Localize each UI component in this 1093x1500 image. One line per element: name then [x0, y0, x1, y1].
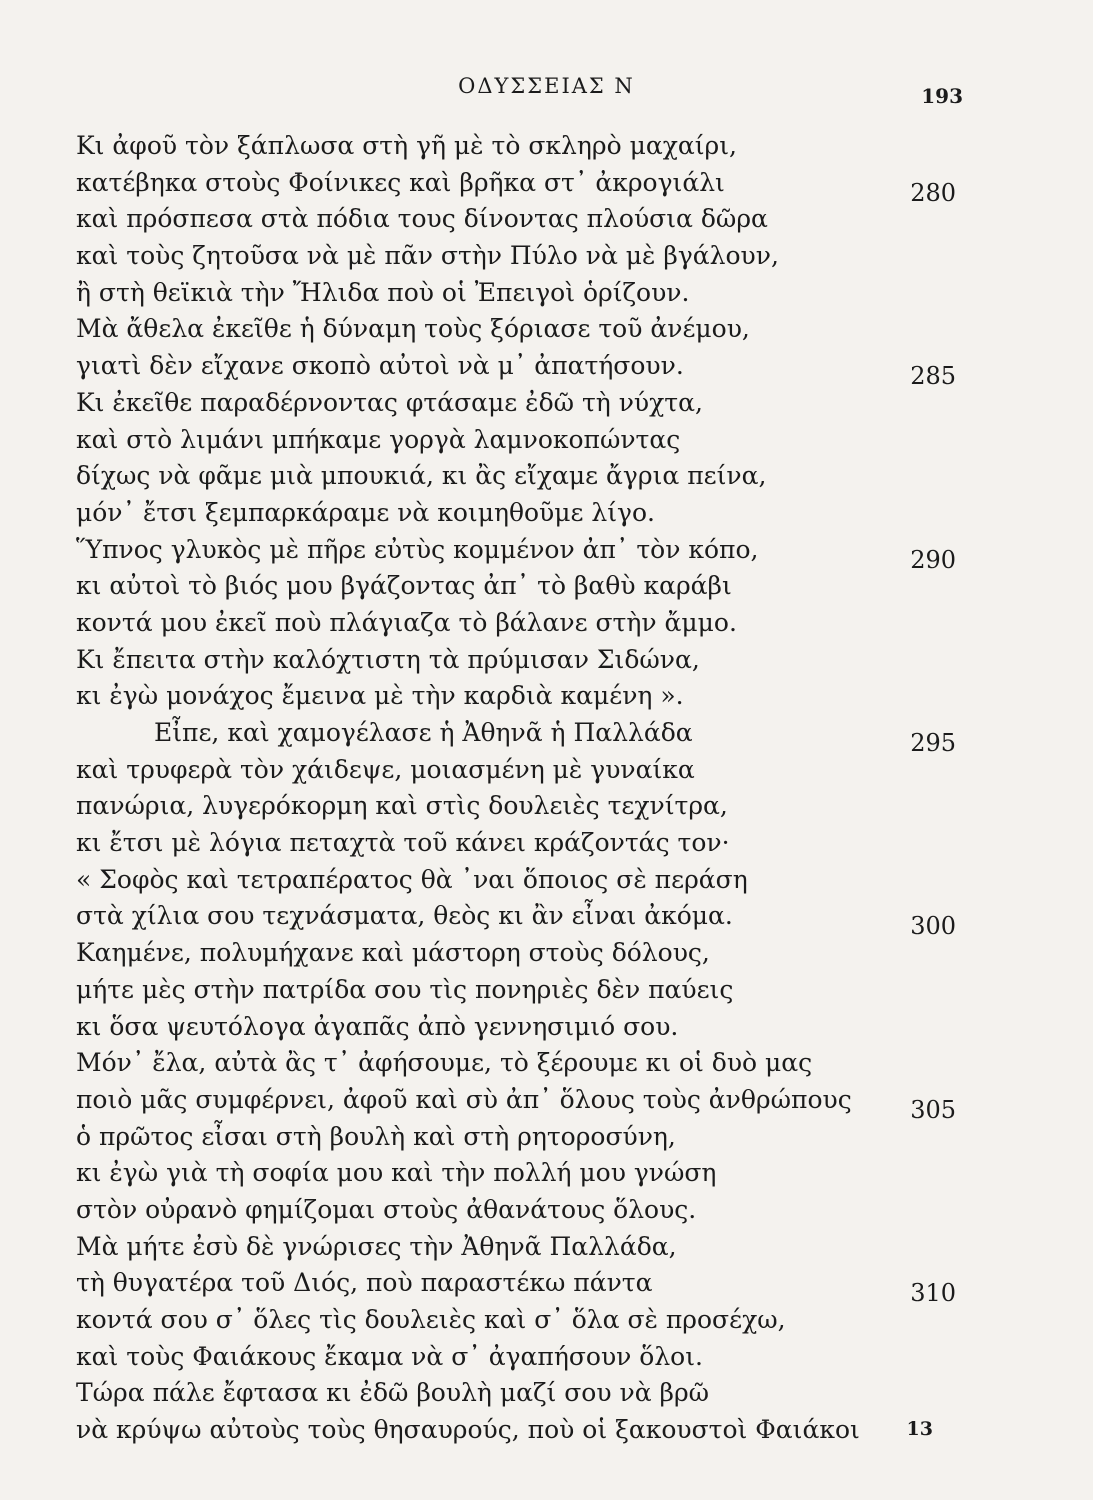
- verse-text: καὶ τοὺς Φαιάκους ἔκαμα νὰ σ᾿ ἀγαπήσουν ὅλοι.: [76, 1341, 703, 1371]
- line-number: 280: [910, 178, 956, 207]
- verse-text: κι ἐγὼ γιὰ τὴ σοφία μου καὶ τὴν πολλή μου γνώση: [76, 1158, 717, 1188]
- verse-text: Τώρα πάλε ἔφτασα κι ἐδῶ βουλὴ μαζί σου νὰ βρῶ: [76, 1378, 710, 1408]
- verse-text: μήτε μὲς στὴν πατρίδα σου τὶς πονηριὲς δὲν παύεις: [76, 974, 734, 1004]
- verse-line: [76, 862, 956, 899]
- line-number: 300: [910, 912, 956, 941]
- verse-line: [76, 495, 956, 532]
- verse-text: τὴ θυγατέρα τοῦ Διός, ποὺ παραστέκω πάντα: [76, 1268, 653, 1298]
- verse-text: κοντά σου σ᾿ ὅλες τὶς δουλειὲς καὶ σ᾿ ὅλα σὲ προσέχω,: [76, 1305, 786, 1334]
- line-number: 310: [910, 1279, 956, 1308]
- verse-text: Κι ἀφοῦ τὸν ξάπλωσα στὴ γῆ μὲ τὸ σκληρὸ μαχαίρι,: [76, 131, 737, 160]
- verse-text: ποιὸ μᾶς συμφέρνει, ἀφοῦ καὶ σὺ ἀπ᾿ ὅλους τοὺς ἀνθρώπους: [76, 1084, 852, 1114]
- verse-line: [76, 1155, 956, 1192]
- verse-text: « Σοφὸς καὶ τετραπέρατος θὰ ᾿ναι ὅποιος σὲ περάση: [76, 864, 748, 894]
- verse-text: ὁ πρῶτος εἶσαι στὴ βουλὴ καὶ στὴ ρητοροσύνη,: [76, 1121, 676, 1151]
- verse-text: νὰ κρύψω αὐτοὺς τοὺς θησαυρούς, ποὺ οἱ ξακουστοὶ Φαιάκοι: [76, 1415, 860, 1445]
- verse-line: [76, 678, 956, 715]
- verse-line: [76, 385, 956, 422]
- poem-text: [76, 128, 956, 1449]
- verse-line: [76, 1229, 956, 1266]
- verse-text: στὰ χίλια σου τεχνάσματα, θεὸς κι ἂν εἶναι ἀκόμα.: [76, 901, 733, 931]
- verse-line: [76, 1339, 956, 1376]
- verse-text: καὶ τρυφερὰ τὸν χάιδεψε, μοιασμένη μὲ γυναίκα: [76, 754, 695, 784]
- verse-line: [76, 1045, 956, 1082]
- verse-line: [76, 752, 956, 789]
- verse-line: [76, 972, 956, 1009]
- verse-line: [76, 1412, 956, 1449]
- verse-line: [76, 1265, 956, 1308]
- verse-line: [76, 458, 956, 495]
- line-number: 305: [910, 1095, 956, 1124]
- verse-line: [76, 422, 956, 459]
- verse-line: [76, 1192, 956, 1229]
- verse-line: [76, 935, 956, 972]
- running-head: ΟΔΥΣΣΕΙΑΣ Ν: [458, 74, 635, 98]
- verse-text: κατέβηκα στοὺς Φοίνικες καὶ βρῆκα στ᾿ ἀκρογιάλι: [76, 167, 725, 197]
- verse-text: καὶ πρόσπεσα στὰ πόδια τους δίνοντας πλούσια δῶρα: [76, 204, 768, 234]
- verse-text: στὸν οὐρανὸ φημίζομαι στοὺς ἀθανάτους ὅλους.: [76, 1194, 697, 1224]
- verse-text: Μὰ μήτε ἐσὺ δὲ γνώρισες τὴν Ἀθηνᾶ Παλλάδα,: [76, 1231, 677, 1261]
- verse-text: Κι ἔπειτα στὴν καλόχτιστη τὰ πρύμισαν Σιδώνα,: [76, 644, 700, 674]
- line-number: 295: [910, 729, 956, 757]
- verse-text: Εἶπε, καὶ χαμογέλασε ἡ Ἀθηνᾶ ἡ Παλλάδα: [154, 718, 693, 747]
- verse-text: δίχως νὰ φᾶμε μιὰ μπουκιά, κι ἂς εἴχαμε ἄγρια πείνα,: [76, 461, 767, 491]
- verse-line: [76, 1302, 956, 1339]
- line-number: 285: [910, 362, 956, 391]
- verse-text: Ὕπνος γλυκὸς μὲ πῆρε εὐτὺς κομμένον ἀπ᾿ τὸν κόπο,: [76, 534, 759, 564]
- printer-signature-mark: 13: [906, 1418, 933, 1440]
- verse-line: [76, 568, 956, 605]
- verse-text: Κι ἐκεῖθε παραδέρνοντας φτάσαμε ἐδῶ τὴ νύχτα,: [76, 387, 703, 417]
- verse-text: μόν᾿ ἔτσι ξεμπαρκάραμε νὰ κοιμηθοῦμε λίγο.: [76, 497, 655, 527]
- verse-line: [76, 1082, 956, 1124]
- verse-text: πανώρια, λυγερόκορμη καὶ στὶς δουλειὲς τεχνίτρα,: [76, 791, 728, 821]
- verse-line: [76, 311, 956, 348]
- verse-text: κι αὐτοὶ τὸ βιός μου βγάζοντας ἀπ᾿ τὸ βαθὺ καράβι: [76, 571, 732, 601]
- verse-text: ἢ στὴ θεϊκιὰ τὴν Ἤλιδα ποὺ οἱ Ἐπειγοὶ ὁρίζουν.: [76, 277, 690, 307]
- page-number: 193: [921, 84, 963, 108]
- verse-line: [76, 788, 956, 825]
- verse-text: κι ἐγὼ μονάχος ἔμεινα μὲ τὴν καρδιὰ καμένη ».: [76, 681, 684, 711]
- line-number: 290: [910, 545, 956, 574]
- verse-line: [76, 605, 956, 642]
- verse-line: [76, 165, 956, 207]
- verse-text: κι ἔτσι μὲ λόγια πεταχτὰ τοῦ κάνει κράζοντάς τον·: [76, 828, 730, 858]
- verse-line: [76, 532, 956, 574]
- verse-text: κοντά μου ἐκεῖ ποὺ πλάγιαζα τὸ βάλανε στὴν ἄμμο.: [76, 607, 737, 637]
- verse-line: [76, 128, 956, 165]
- verse-text: Μὰ ἄθελα ἐκεῖθε ἡ δύναμη τοὺς ξόριασε τοῦ ἀνέμου,: [76, 314, 750, 344]
- verse-line: [76, 715, 956, 757]
- verse-line: [76, 1009, 956, 1046]
- verse-text: κι ὅσα ψευτόλογα ἀγαπᾶς ἀπὸ γεννησιμιό σου.: [76, 1011, 679, 1041]
- verse-line: [76, 1375, 956, 1412]
- verse-text: καὶ στὸ λιμάνι μπήκαμε γοργὰ λαμνοκοπώντας: [76, 424, 681, 454]
- show-through-text: [90, 30, 990, 56]
- verse-line: [76, 825, 956, 862]
- verse-line: [76, 238, 956, 275]
- verse-line: [76, 348, 956, 391]
- verse-line: [76, 642, 956, 679]
- verse-line: [76, 898, 956, 941]
- verse-text: Μόν᾿ ἔλα, αὐτὰ ἂς τ᾿ ἀφήσουμε, τὸ ξέρουμε κι οἱ δυὸ μας: [76, 1048, 813, 1078]
- verse-line: [76, 1119, 956, 1156]
- verse-line: [76, 275, 956, 312]
- verse-text: καὶ τοὺς ζητοῦσα νὰ μὲ πᾶν στὴν Πύλο νὰ μὲ βγάλουν,: [76, 241, 779, 271]
- verse-line: [76, 201, 956, 238]
- verse-text: γιατὶ δὲν εἴχανε σκοπὸ αὐτοὶ νὰ μ᾿ ἀπατήσουν.: [76, 351, 684, 381]
- verse-text: Καημένε, πολυμήχανε καὶ μάστορη στοὺς δόλους,: [76, 938, 710, 968]
